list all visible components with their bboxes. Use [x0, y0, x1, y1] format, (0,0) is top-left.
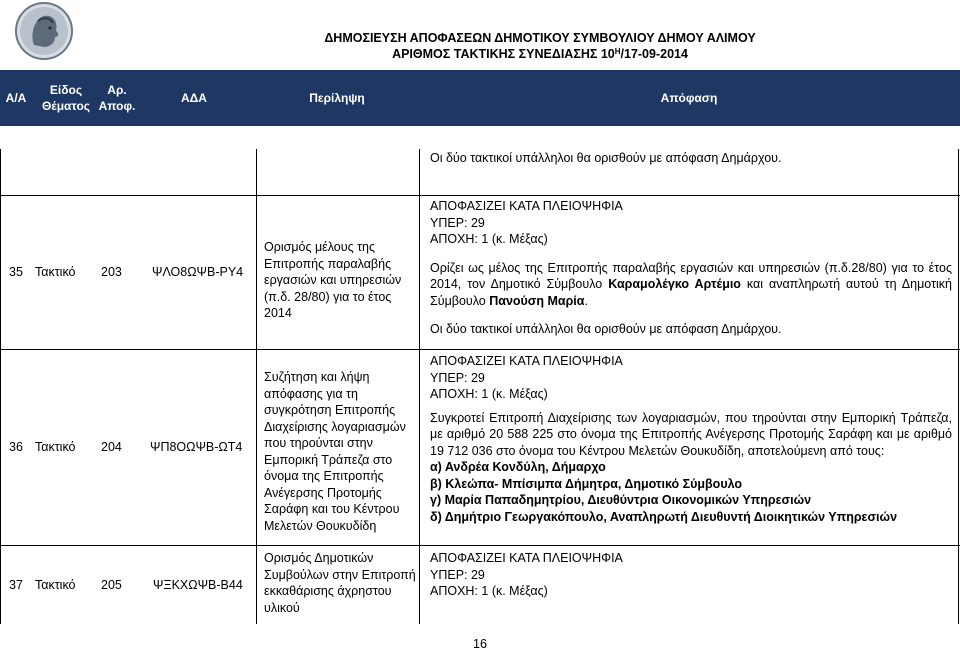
municipality-coin-logo: [14, 1, 74, 61]
col-aa: Α/Α: [5, 91, 27, 105]
row-type: Τακτικό: [35, 440, 76, 455]
row-summary: Συζήτηση και λήψη απόφασης για τη συγκρότηση Επιτροπής Διαχείρισης λογαριασμών που τηρούνται στην Εμπορική Τράπεζα στο όνομα της Επιτροπής Ανέγερσης Προτομής Σαράφη και του Κέντρου Μελετών Θουκυδίδη: [264, 370, 406, 533]
row-decision: ΑΠΟΦΑΣΙΖΕΙ ΚΑΤΑ ΠΛΕΙΟΨΗΦΙΑ ΥΠΕΡ: 29 ΑΠΟΧΗ: 1 (κ. Μέξας) Ορίζει ως μέλος της Επιτροπής παραλαβής εργασιών και υπηρεσιών (π.δ.28/80) για το έτος 2014, τον Δημοτικό Σύμβουλο Καραμολέγκο Αρτέμιο και αναπληρωτή αυτού τη Δημοτική Σύμβουλο Πανούση Μαρία. Οι δύο τακτικοί υπάλληλοι θα ορισθούν με απόφαση Δημάρχου.: [430, 199, 952, 336]
col-divider: [0, 149, 1, 624]
row-divider: [0, 349, 960, 350]
row-type: Τακτικό: [35, 577, 76, 592]
row-ada: ΨΛΟ8ΩΨΒ-ΡΥ4: [152, 265, 244, 280]
row-ada: ΨΞΚΧΩΨΒ-Β44: [153, 577, 243, 592]
row-divider: [0, 195, 960, 196]
row-decision: ΑΠΟΦΑΣΙΖΕΙ ΚΑΤΑ ΠΛΕΙΟΨΗΦΙΑ ΥΠΕΡ: 29 ΑΠΟΧΗ: 1 (κ. Μέξας): [430, 551, 623, 598]
session-title: ΑΡΙΘΜΟΣ ΤΑΚΤΙΚΗΣ ΣΥΝΕΔΙΑΣΗΣ $10^H/17-09-2014$: [392, 47, 688, 61]
col-divider: [256, 149, 257, 624]
row-divider: [0, 545, 960, 546]
row-decision-number: 203: [101, 265, 122, 280]
document-title: ΔΗΜΟΣΙΕΥΣΗ ΑΠΟΦΑΣΕΩΝ ΔΗΜΟΤΙΚΟΥ ΣΥΜΒΟΥΛΙΟΥ ΔΗΜΟΥ ΑΛΙΜΟΥ: [324, 31, 756, 45]
col-summary: Περίληψη: [309, 91, 365, 105]
row-ada: ΨΠ8ΟΩΨΒ-ΩΤ4: [150, 440, 243, 455]
row-summary: Ορισμός μέλους της Επιτροπής παραλαβής εργασιών και υπηρεσιών (π.δ. 28/80) για το έτος 2014: [264, 240, 402, 320]
col-divider: [419, 149, 420, 624]
row-aa: 35: [9, 265, 23, 280]
row-summary: Ορισμός Δημοτικών Συμβούλων στην Επιτροπή εκκαθάρισης άχρηστου υλικού: [264, 551, 416, 615]
row-type: Τακτικό: [35, 265, 76, 280]
row-aa: 36: [9, 440, 23, 455]
table-header: [0, 70, 960, 126]
row-aa: 37: [9, 577, 23, 592]
continued-text: Οι δύο τακτικοί υπάλληλοι θα ορισθούν με απόφαση Δημάρχου.: [430, 151, 782, 165]
row-decision: ΑΠΟΦΑΣΙΖΕΙ ΚΑΤΑ ΠΛΕΙΟΨΗΦΙΑ ΥΠΕΡ: 29 ΑΠΟΧΗ: 1 (κ. Μέξας) Συγκροτεί Επιτροπή Διαχείρισης των λογαριασμών, που τηρούνται στην Εμπορική Τράπεζα, με αριθμό 20 588 225 στο όνομα της Επιτροπής Ανέγερσης Προτομής Σαράφη και με αριθμό 19 712 036 στο όνομα του Κέντρου Μελετών Θουκυδίδη, αποτελούμενη από τους: α) Ανδρέα Κονδύλη, Δήμαρχο β) Κλεώπα- Μπίσιμπα Δήμητρα, Δημοτικό Σύμβουλο γ) Μαρία Παπαδημητρίου, Διευθύντρια Οικονομικών Υπηρεσιών δ) Δημήτριο Γεωργακόπουλο, Αναπληρωτή Διευθυντή Διοικητικών Υπηρεσιών: [430, 354, 952, 524]
page-number: 16: [473, 637, 487, 651]
col-ada: ΑΔΑ: [181, 91, 207, 105]
row-decision-number: 205: [101, 577, 122, 592]
col-divider: [958, 149, 959, 624]
row-decision-number: 204: [101, 440, 122, 455]
col-decision-number: Αρ. Αποφ.: [98, 83, 136, 113]
col-type: Είδος Θέματος: [41, 83, 91, 113]
col-decision: Απόφαση: [660, 91, 718, 105]
